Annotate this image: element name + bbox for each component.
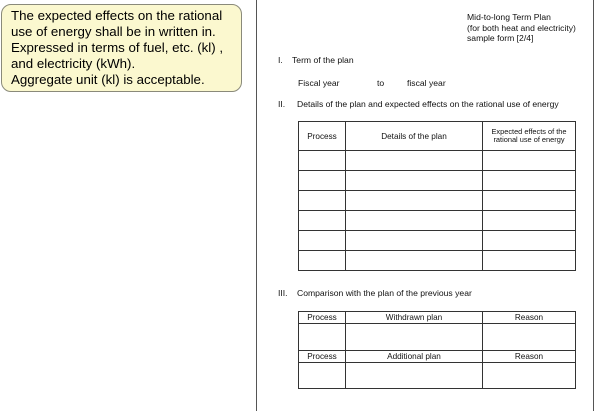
column-header-reason: Reason bbox=[483, 312, 576, 324]
section-2-number: II. bbox=[278, 99, 286, 109]
column-header-process: Process bbox=[299, 351, 346, 363]
process-cell[interactable] bbox=[299, 251, 346, 271]
details-cell[interactable] bbox=[346, 171, 483, 191]
process-cell[interactable] bbox=[299, 211, 346, 231]
form-header bbox=[467, 12, 576, 44]
withdrawn-header-row bbox=[299, 312, 576, 324]
callout-line: Expressed in terms of fuel, etc. (kl) , bbox=[11, 40, 224, 55]
effects-cell[interactable] bbox=[483, 231, 576, 251]
table-row bbox=[299, 171, 576, 191]
column-header-process: Process bbox=[299, 122, 346, 151]
callout-line: and electricity (kWh). bbox=[11, 56, 136, 71]
process-cell[interactable] bbox=[299, 191, 346, 211]
section-1-title: Term of the plan bbox=[292, 55, 354, 65]
process-cell[interactable] bbox=[299, 151, 346, 171]
plan-details-table bbox=[298, 121, 576, 271]
column-header-reason: Reason bbox=[483, 351, 576, 363]
additional-header-row bbox=[299, 351, 576, 363]
table-row bbox=[299, 231, 576, 251]
process-cell[interactable] bbox=[299, 171, 346, 191]
section-3-number: III. bbox=[278, 288, 288, 298]
reason-cell[interactable] bbox=[483, 363, 576, 389]
callout-line: use of energy shall be in written in. bbox=[11, 24, 216, 39]
column-header-process: Process bbox=[299, 312, 346, 324]
section-3-title: Comparison with the plan of the previous year bbox=[297, 288, 472, 298]
header-line: Mid-to-long Term Plan bbox=[467, 12, 551, 22]
column-header-additional-plan: Additional plan bbox=[346, 351, 483, 363]
additional-plan-cell[interactable] bbox=[346, 363, 483, 389]
process-cell[interactable] bbox=[299, 363, 346, 389]
instruction-callout bbox=[1, 4, 242, 92]
fiscal-year-label: Fiscal year bbox=[298, 78, 340, 88]
table-row bbox=[299, 191, 576, 211]
table-header-row bbox=[299, 122, 576, 151]
section-1-number: I. bbox=[278, 55, 283, 65]
header-line: sample form [2/4] bbox=[467, 33, 534, 43]
details-cell[interactable] bbox=[346, 151, 483, 171]
column-header-withdrawn-plan: Withdrawn plan bbox=[346, 312, 483, 324]
effects-cell[interactable] bbox=[483, 211, 576, 231]
table-row bbox=[299, 324, 576, 351]
details-cell[interactable] bbox=[346, 231, 483, 251]
withdrawn-plan-cell[interactable] bbox=[346, 324, 483, 351]
form-sheet bbox=[256, 0, 594, 411]
table-row bbox=[299, 211, 576, 231]
effects-cell[interactable] bbox=[483, 191, 576, 211]
section-2-title: Details of the plan and expected effects on the rational use of energy bbox=[297, 99, 559, 109]
reason-cell[interactable] bbox=[483, 324, 576, 351]
column-header-details: Details of the plan bbox=[346, 122, 483, 151]
details-cell[interactable] bbox=[346, 211, 483, 231]
column-header-expected-effects: Expected effects of the rational use of energy bbox=[483, 122, 576, 151]
details-cell[interactable] bbox=[346, 251, 483, 271]
callout-line: The expected effects on the rational bbox=[11, 8, 223, 23]
process-cell[interactable] bbox=[299, 324, 346, 351]
header-line: (for both heat and electricity) bbox=[467, 22, 576, 33]
table-row bbox=[299, 151, 576, 171]
table-row bbox=[299, 251, 576, 271]
to-label: to bbox=[377, 78, 385, 88]
details-cell[interactable] bbox=[346, 191, 483, 211]
callout-line: Aggregate unit (kl) is acceptable. bbox=[11, 72, 205, 87]
effects-cell[interactable] bbox=[483, 151, 576, 171]
process-cell[interactable] bbox=[299, 231, 346, 251]
effects-cell[interactable] bbox=[483, 251, 576, 271]
comparison-table bbox=[298, 311, 576, 389]
effects-cell[interactable] bbox=[483, 171, 576, 191]
fiscal-year-end-label: fiscal year bbox=[407, 78, 446, 88]
table-row bbox=[299, 363, 576, 389]
